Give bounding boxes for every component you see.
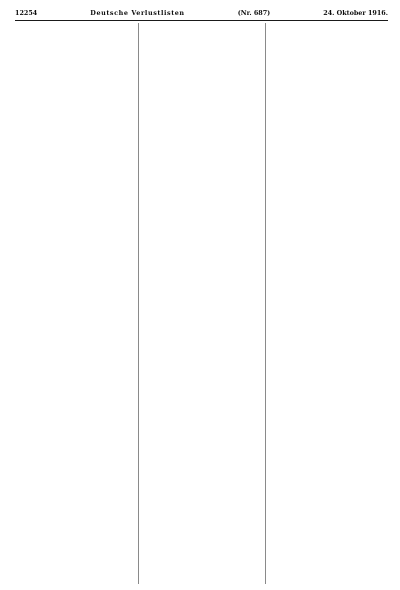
- column-3: [265, 23, 388, 584]
- publication-title: Deutsche Verlustlisten: [90, 9, 185, 17]
- header-rule: [15, 20, 388, 21]
- column-2: [138, 23, 261, 584]
- page-header: [15, 7, 388, 19]
- issue-date: 24. Oktober 1916.: [323, 9, 388, 17]
- page-number: 12254: [15, 9, 38, 17]
- column-1: [15, 23, 134, 584]
- issue-number: (Nr. 687): [237, 9, 271, 17]
- casualty-list-columns: [15, 23, 388, 584]
